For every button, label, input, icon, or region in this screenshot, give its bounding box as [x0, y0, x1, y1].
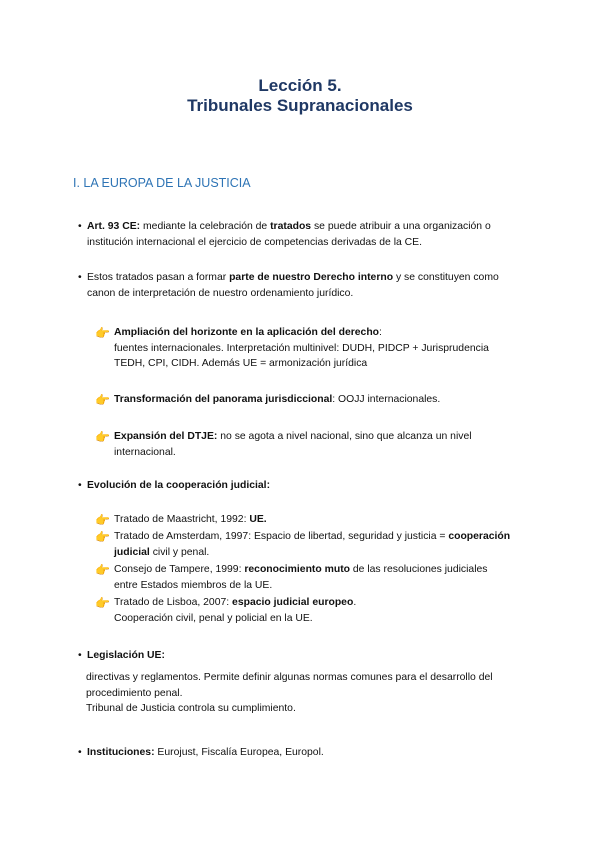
art93-text-2: se puede atribuir a una organización o	[311, 221, 491, 232]
ampliacion-colon: :	[379, 327, 382, 338]
tratados-bold: parte de nuestro Derecho interno	[229, 272, 394, 283]
maastricht-bold: UE.	[249, 514, 267, 525]
tampere-bold: reconocimiento muto	[244, 564, 351, 575]
lisboa-bold: espacio judicial europeo	[232, 597, 354, 608]
pointing-hand-icon: 👉	[95, 596, 110, 610]
maastricht-item	[114, 512, 564, 528]
page-title: Tribunales Supranacionales	[187, 96, 413, 115]
art93-line2: institución internacional el ejercicio de competencias derivadas de la CE.	[87, 236, 422, 248]
lisboa-text-2: .	[353, 597, 357, 608]
tratados-text: Estos tratados pasan a formar	[87, 272, 230, 283]
bullet-icon: •	[78, 747, 82, 758]
amsterdam-text-2: civil y penal.	[149, 546, 210, 558]
tampere-item	[114, 562, 564, 593]
transformacion-label: Transformación del panorama jurisdiccional	[114, 394, 333, 405]
art93-paragraph	[87, 219, 547, 250]
expansion-line2: internacional.	[114, 446, 176, 458]
transformacion-paragraph	[114, 392, 564, 408]
lesson-number: Lección 5.	[258, 76, 342, 95]
amsterdam-bold-2: judicial	[114, 546, 150, 558]
tratados-paragraph	[87, 270, 547, 301]
amsterdam-bold: cooperación	[448, 531, 511, 542]
pointing-hand-icon: 👉	[95, 430, 110, 444]
ampliacion-paragraph	[114, 325, 554, 372]
lisboa-item	[114, 595, 564, 626]
tampere-text-2: de las resoluciones judiciales	[350, 564, 488, 575]
section-heading: I. LA EUROPA DE LA JUSTICIA	[73, 176, 251, 190]
pointing-hand-icon: 👉	[95, 563, 110, 577]
transformacion-text: : OOJJ internacionales.	[332, 394, 441, 405]
bullet-icon: •	[78, 480, 82, 491]
ampliacion-label: Ampliación del horizonte en la aplicación del derecho	[114, 327, 380, 338]
legislacion-line3: Tribunal de Justicia controla su cumplimiento.	[86, 703, 296, 714]
pointing-hand-icon: 👉	[95, 513, 110, 527]
legislacion-paragraph	[86, 670, 556, 717]
legislacion-line2: procedimiento penal.	[86, 687, 183, 699]
art93-text: mediante la celebración de	[140, 221, 271, 232]
bullet-icon: •	[78, 650, 82, 661]
legislacion-line1: directivas y reglamentos. Permite definir algunas normas comunes para el desarrollo del	[86, 672, 493, 683]
instituciones-label: Instituciones:	[87, 747, 155, 758]
lisboa-line2: Cooperación civil, penal y policial en la UE.	[114, 612, 313, 624]
expansion-text: no se agota a nivel nacional, sino que alcanza un nivel	[217, 431, 472, 442]
amsterdam-text: Tratado de Amsterdam, 1997: Espacio de libertad, seguridad y justicia =	[114, 531, 449, 542]
expansion-paragraph	[114, 429, 564, 460]
bullet-icon: •	[78, 221, 82, 232]
ampliacion-line3: TEDH, CPI, CIDH. Además UE = armonización jurídica	[114, 358, 368, 369]
pointing-hand-icon: 👉	[95, 326, 110, 340]
maastricht-text: Tratado de Maastricht, 1992:	[114, 514, 250, 525]
ampliacion-line2: fuentes internacionales. Interpretación multinivel: DUDH, PIDCP + Jurisprudencia	[114, 342, 489, 354]
pointing-hand-icon: 👉	[95, 530, 110, 544]
pointing-hand-icon: 👉	[95, 393, 110, 407]
art93-label: Art. 93 CE:	[87, 221, 141, 232]
legislacion-heading: Legislación UE:	[87, 650, 165, 661]
tratados-line2: canon de interpretación de nuestro ordenamiento jurídico.	[87, 287, 354, 299]
evolucion-heading: Evolución de la cooperación judicial:	[87, 480, 271, 491]
tratados-text-2: y se constituyen como	[393, 272, 499, 283]
tampere-text: Consejo de Tampere, 1999:	[114, 564, 245, 575]
instituciones-paragraph	[87, 745, 537, 761]
tampere-line2: entre Estados miembros de la UE.	[114, 579, 273, 591]
art93-bold: tratados	[270, 221, 312, 232]
amsterdam-item	[114, 529, 544, 560]
expansion-label: Expansión del DTJE:	[114, 431, 218, 442]
lisboa-text: Tratado de Lisboa, 2007:	[114, 597, 233, 608]
instituciones-text: Eurojust, Fiscalía Europea, Europol.	[154, 747, 324, 758]
bullet-icon: •	[78, 272, 82, 283]
